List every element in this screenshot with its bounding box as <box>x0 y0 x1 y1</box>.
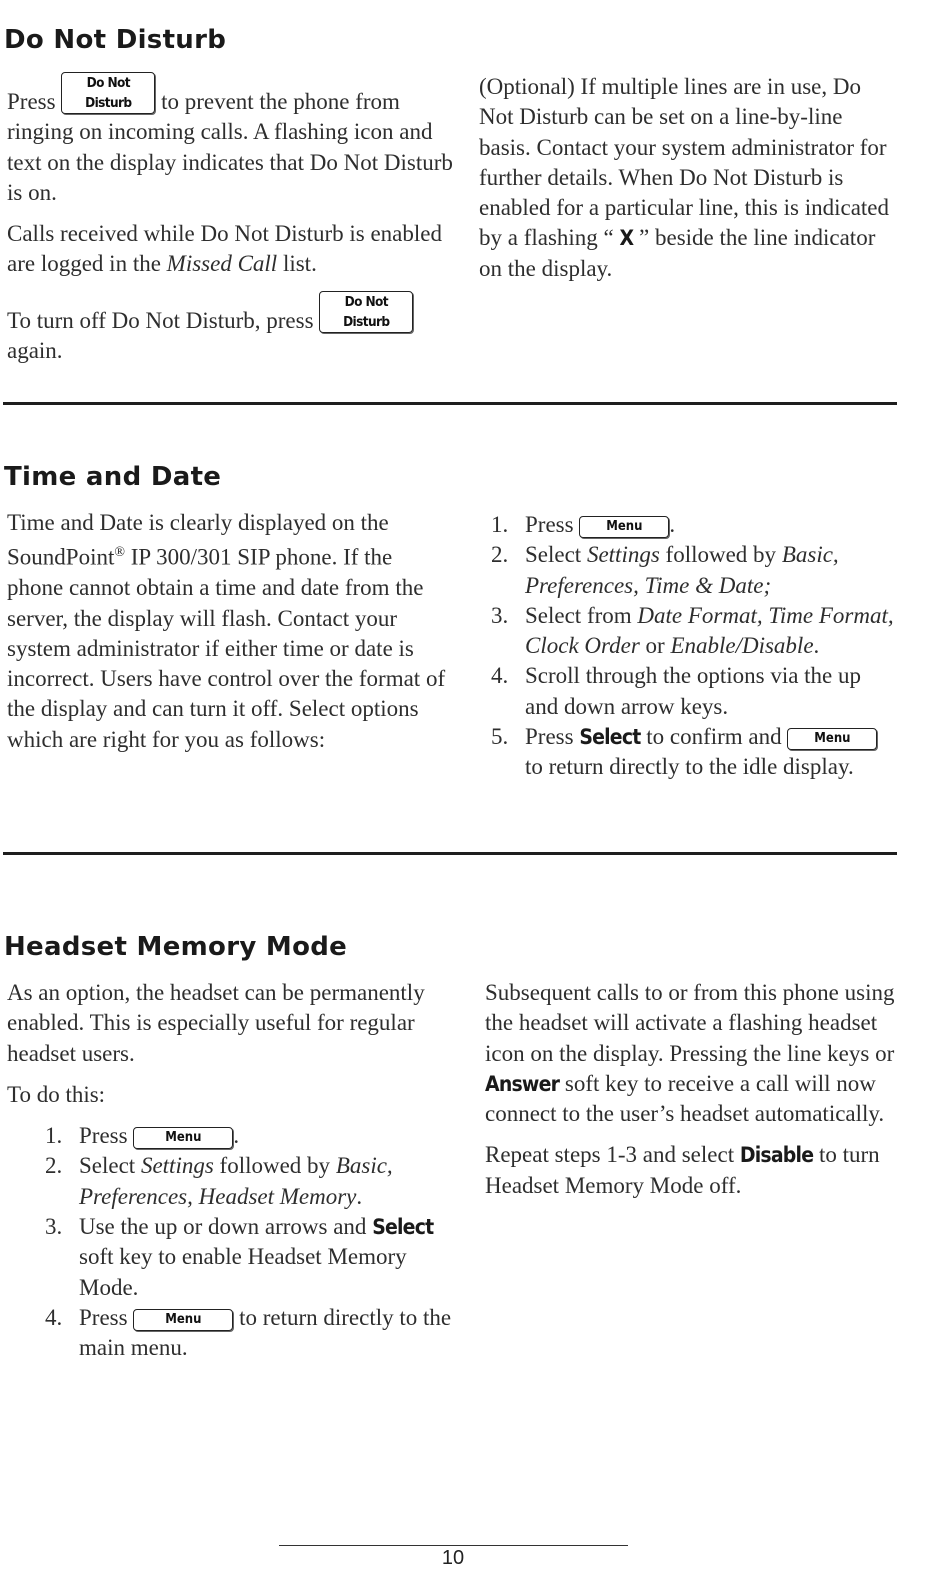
dnd-optional-paragraph: (Optional) If multiple lines are in use, Do Not Disturb can be set on a line-by-line basis. Contact your system administrator for further details. When Do Not Disturb is enabled for a particular line, this is indicated by a flashing “ X ” beside the line indicator on the display. <box>479 74 890 281</box>
headset-left-column <box>7 978 452 1364</box>
section-divider <box>3 852 897 855</box>
dnd-right-column <box>479 72 899 295</box>
list-item: 3. Select from Date Format, Time Format, Clock Order or Enable/Disable. <box>491 602 894 659</box>
do-not-disturb-key: Do Not Disturb <box>61 72 155 114</box>
list-item: 1. Press Menu . <box>45 1123 240 1149</box>
page-number: 10 <box>441 1547 465 1569</box>
list-item: 3. Use the up or down arrows and Select soft key to enable Headset Memory Mode. <box>45 1214 434 1300</box>
list-item: 4. Press Menu to return directly to the main menu. <box>45 1304 452 1361</box>
dnd-paragraph-3: To turn off Do Not Disturb, press Do Not Disturb again. <box>7 291 455 367</box>
headset-paragraph-2: To do this: <box>7 1081 106 1107</box>
menu-key: Menu <box>133 1127 233 1149</box>
dnd-left-column <box>7 72 455 377</box>
menu-key: Menu <box>787 728 877 750</box>
menu-key: Menu <box>133 1309 233 1331</box>
headset-right-paragraph-2: Repeat steps 1-3 and select Disable to turn Headset Memory Mode off. <box>485 1142 880 1198</box>
select-softkey-label: Select <box>372 1215 434 1240</box>
list-item: 4. Scroll through the options via the up and down arrow keys. <box>491 663 862 719</box>
menu-key: Menu <box>579 516 669 538</box>
answer-softkey-label: Answer <box>485 1071 560 1096</box>
section-divider <box>3 402 897 405</box>
missed-call-term: Missed Call <box>166 251 278 277</box>
headset-title: Headset Memory Mode <box>4 932 348 962</box>
dnd-title: Do Not Disturb <box>4 25 227 55</box>
registered-mark: ® <box>114 545 126 561</box>
headset-right-paragraph-1: Subsequent calls to or from this phone using the headset will activate a flashing headset icon on the display. Pressing the line keys or Answer soft key to receive a call will now connect to the user’s headset automatically. <box>485 980 895 1127</box>
timedate-steps <box>479 510 899 783</box>
list-item: 5. Press Select to confirm and Menu to return directly to the idle display. <box>479 722 899 783</box>
timedate-paragraph: Time and Date is clearly displayed on the SoundPoint® IP 300/301 SIP phone. If the phone cannot obtain a time and date from the server, the display will flash. Contact your system administrator if either time or date is incorrect. Users have control over the format of the display and can turn it off. Select options which are right for you as follows: <box>7 510 446 752</box>
dnd-paragraph-1: Press Do Not Disturb to prevent the phone from ringing on incoming calls. A flashing icon and text on the display indicates that Do Not Disturb is on. <box>7 72 455 208</box>
list-item: 1. Press Menu . <box>491 512 676 537</box>
dnd-paragraph-2: Calls received while Do Not Disturb is enabled are logged in the Missed Call list. <box>7 221 442 277</box>
timedate-left-column <box>7 508 447 766</box>
do-not-disturb-key: Do Not Disturb <box>319 291 413 333</box>
footer-rule <box>279 1545 628 1546</box>
list-item: 2. Select Settings followed by Basic, Preferences, Headset Memory. <box>45 1153 393 1209</box>
headset-right-column <box>485 978 905 1212</box>
line-x-symbol: X <box>619 226 634 251</box>
timedate-title: Time and Date <box>4 462 222 492</box>
list-item: 2. Select Settings followed by Basic, Preferences, Time & Date; <box>491 542 839 598</box>
select-softkey-label: Select <box>579 725 641 750</box>
disable-softkey-label: Disable <box>739 1143 814 1168</box>
headset-paragraph-1: As an option, the headset can be permanently enabled. This is especially useful for regular headset users. <box>7 980 425 1066</box>
